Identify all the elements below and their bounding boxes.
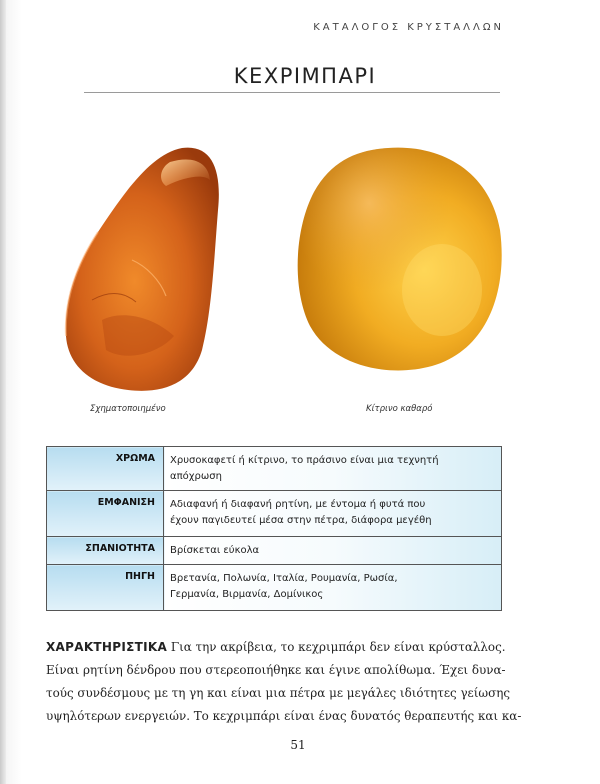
property-value-line: έχουν παγιδευτεί μέσα στην πέτρα, διάφορα μεγέθη [170, 515, 432, 526]
property-value [164, 447, 502, 491]
property-value-line: απόχρωση [170, 471, 222, 482]
image-caption-shaped: Σχηματοποιημένο [90, 404, 166, 414]
amber-clear-yellow-image [292, 140, 508, 378]
body-line: υψηλότερων ενεργειών. Το κεχριμπάρι είναι ένας δυνατός θεραπευτής και κα- [46, 709, 522, 723]
table-row [47, 491, 502, 537]
property-value-line: Χρυσοκαφετί ή κίτρινο, το πράσινο είναι μια τεχνητή [170, 455, 439, 466]
property-label: ΧΡΩΜΑ [47, 447, 164, 491]
property-value-line: Βρίσκεται εύκολα [170, 545, 260, 556]
property-value [164, 565, 502, 611]
table-row [47, 565, 502, 611]
body-line: τούς συνδέσμους με τη γη και είναι μια πέτρα με μεγάλες ιδιότητες γείωσης [46, 686, 510, 700]
properties-table [46, 446, 502, 611]
property-value-line: Γερμανία, Βιρμανία, Δομίνικος [170, 589, 324, 600]
image-caption-clear: Κίτρινο καθαρό [366, 404, 433, 414]
page-spine-shadow [0, 0, 6, 784]
title-underline [84, 92, 500, 93]
running-header: ΚΑΤΑΛΟΓΟΣ ΚΡΥΣΤΑΛΛΩΝ [313, 22, 504, 33]
property-value-line: Βρετανία, Πολωνία, Ιταλία, Ρουμανία, Ρωσία, [170, 573, 398, 584]
body-line: Είναι ρητίνη δένδρου που στερεοποιήθηκε και έγινε απολίθωμα. Έχει δυνα- [46, 663, 506, 677]
body-line [46, 636, 506, 659]
amber-shaped-image [62, 140, 224, 396]
body-paragraph [46, 636, 522, 728]
property-value [164, 537, 502, 565]
section-heading: ΧΑΡΑΚΤΗΡΙΣΤΙΚΑ [46, 640, 168, 654]
table-row [47, 447, 502, 491]
page-number: 51 [290, 738, 306, 752]
property-value-line: Αδιαφανή ή διαφανή ρητίνη, με έντομα ή φυτά που [170, 499, 426, 510]
property-label: ΣΠΑΝΙΟΤΗΤΑ [47, 537, 164, 565]
property-label: ΠΗΓΗ [47, 565, 164, 611]
property-value [164, 491, 502, 537]
property-label: ΕΜΦΑΝΙΣΗ [47, 491, 164, 537]
page-title: ΚΕΧΡΙΜΠΑΡΙ [233, 64, 377, 88]
body-first-line: Για την ακρίβεια, το κεχριμπάρι δεν είναι κρύσταλλος. [170, 640, 506, 654]
table-row [47, 537, 502, 565]
